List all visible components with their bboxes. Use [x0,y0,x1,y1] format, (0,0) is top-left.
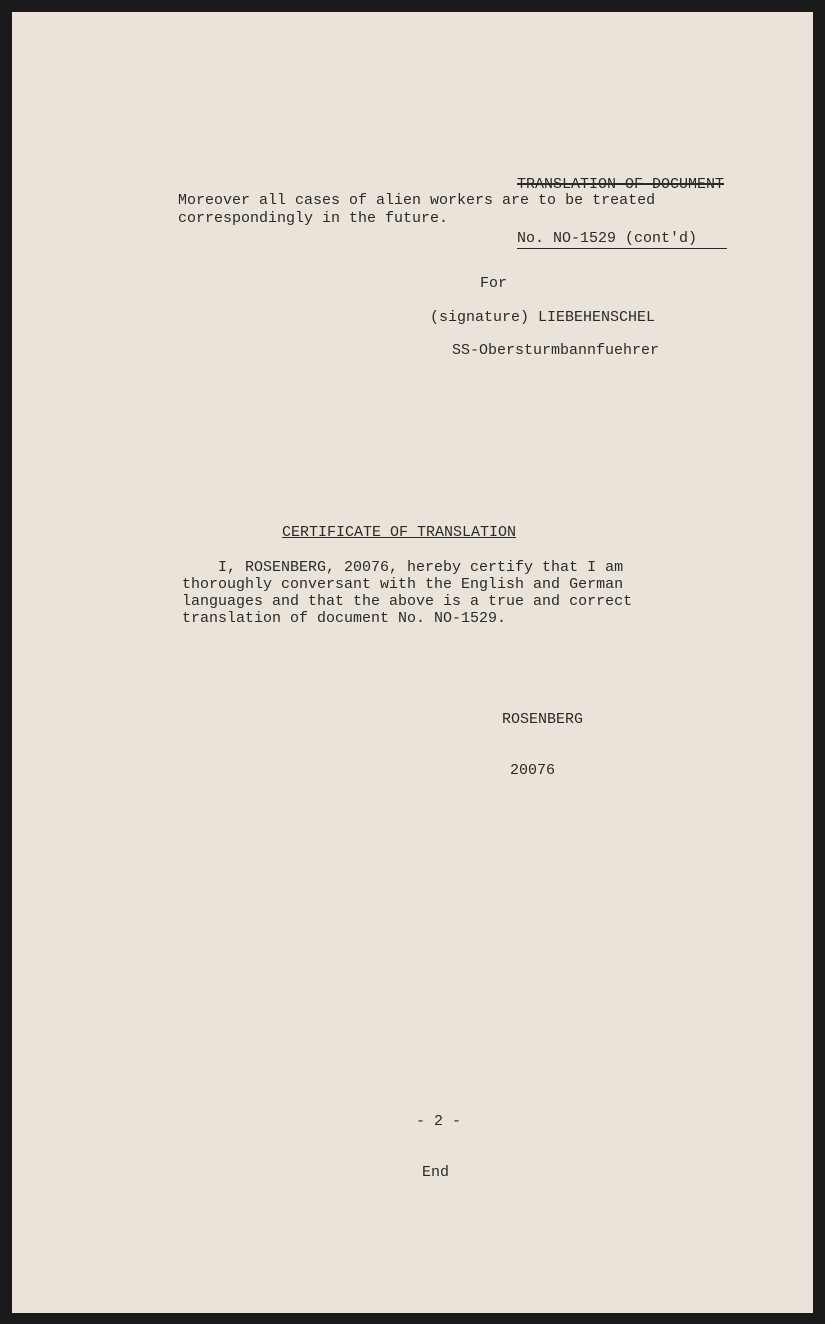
header-document-number: No. NO-1529 (cont'd) [517,230,727,249]
end-marker: End [422,1164,450,1181]
signature-name: (signature) LIEBEHENSCHEL [430,309,656,326]
translator-name: ROSENBERG [502,711,584,728]
certificate-text: I, ROSENBERG, 20076, hereby certify that I am thoroughly conversant with the English and German languages and that the above is a true and correct translation of document No. NO-1529. [182,559,633,627]
certificate-title: CERTIFICATE OF TRANSLATION [282,524,517,541]
body-paragraph: Moreover all cases of alien workers are to be treated correspondingly in the future. [178,192,656,227]
document-page [12,12,813,1313]
page-footer [416,1079,461,1215]
page-number: - 2 - [416,1113,462,1130]
signature-rank: SS-Obersturmbannfuehrer [452,342,660,359]
translator-signature [502,677,583,813]
header-title: TRANSLATION OF DOCUMENT [517,176,725,193]
signature-for: For [480,275,508,292]
translator-number: 20076 [510,762,556,779]
